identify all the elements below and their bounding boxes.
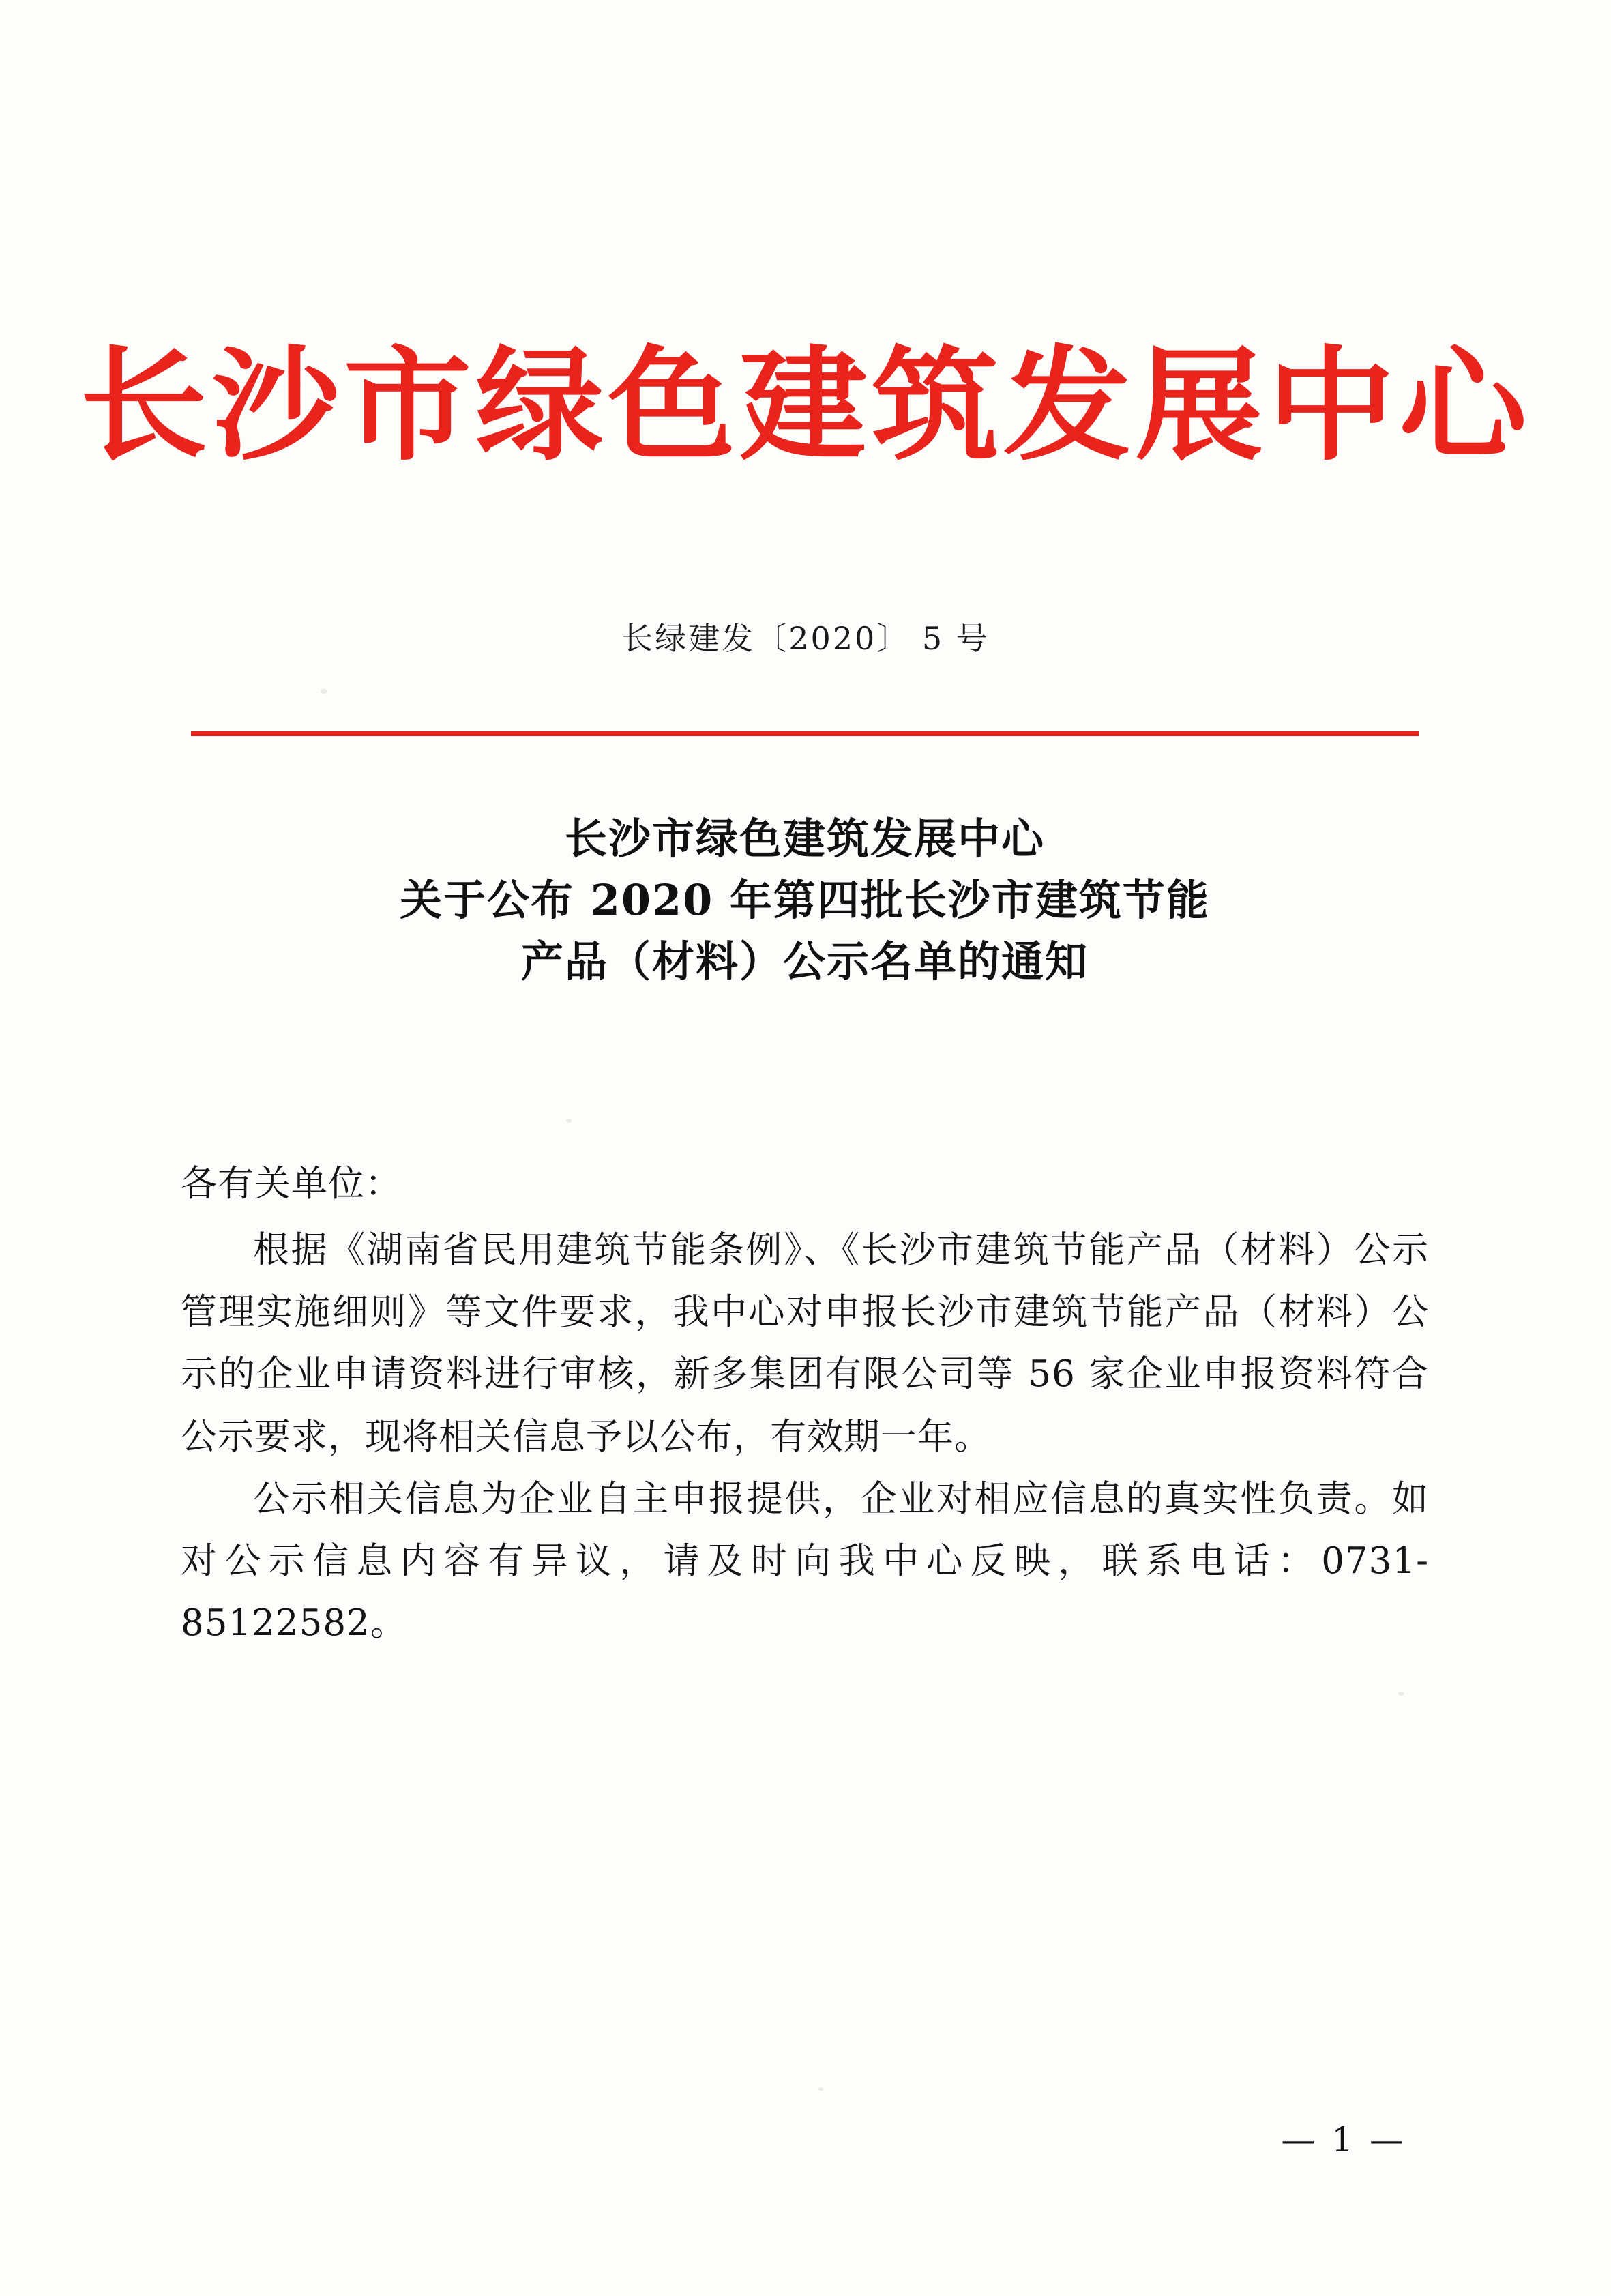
document-body — [181, 1153, 1429, 1654]
body-paragraph-2: 公示相关信息为企业自主申报提供，企业对相应信息的真实性负责。如对公示信息内容有异议，请及时向我中心反映，联系电话：0731-85122582。 — [181, 1477, 1429, 1645]
letterhead — [0, 334, 1611, 477]
headline-line-3: 产品（材料）公示名单的通知 — [520, 936, 1089, 986]
page-number: — 1 — — [1281, 2120, 1406, 2160]
paper-speck — [818, 2087, 823, 2091]
paper-speck — [566, 1119, 572, 1123]
salutation: 各有关单位： — [181, 1163, 402, 1205]
document-number: 长绿建发〔2020〕 5 号 — [621, 620, 990, 657]
document-headline — [205, 808, 1405, 992]
body-paragraph-1: 根据《湖南省民用建筑节能条例》、《长沙市建筑节能产品（材料）公示管理实施细则》等文件要求，我中心对申报长沙市建筑节能产品（材料）公示的企业申请资料进行审核，新多集团有限公司等 56 家企业申报资料符合公示要求，现将相关信息予以公布，有效期一年。 — [181, 1229, 1429, 1458]
paper-speck — [1398, 1692, 1404, 1696]
paper-speck — [321, 689, 327, 694]
red-separator-rule — [191, 731, 1419, 736]
headline-line-1: 长沙市绿色建筑发展中心 — [564, 814, 1045, 864]
letterhead-title: 长沙市绿色建筑发展中心 — [80, 334, 1531, 477]
headline-line-2: 关于公布 2020 年第四批长沙市建筑节能 — [400, 874, 1210, 925]
